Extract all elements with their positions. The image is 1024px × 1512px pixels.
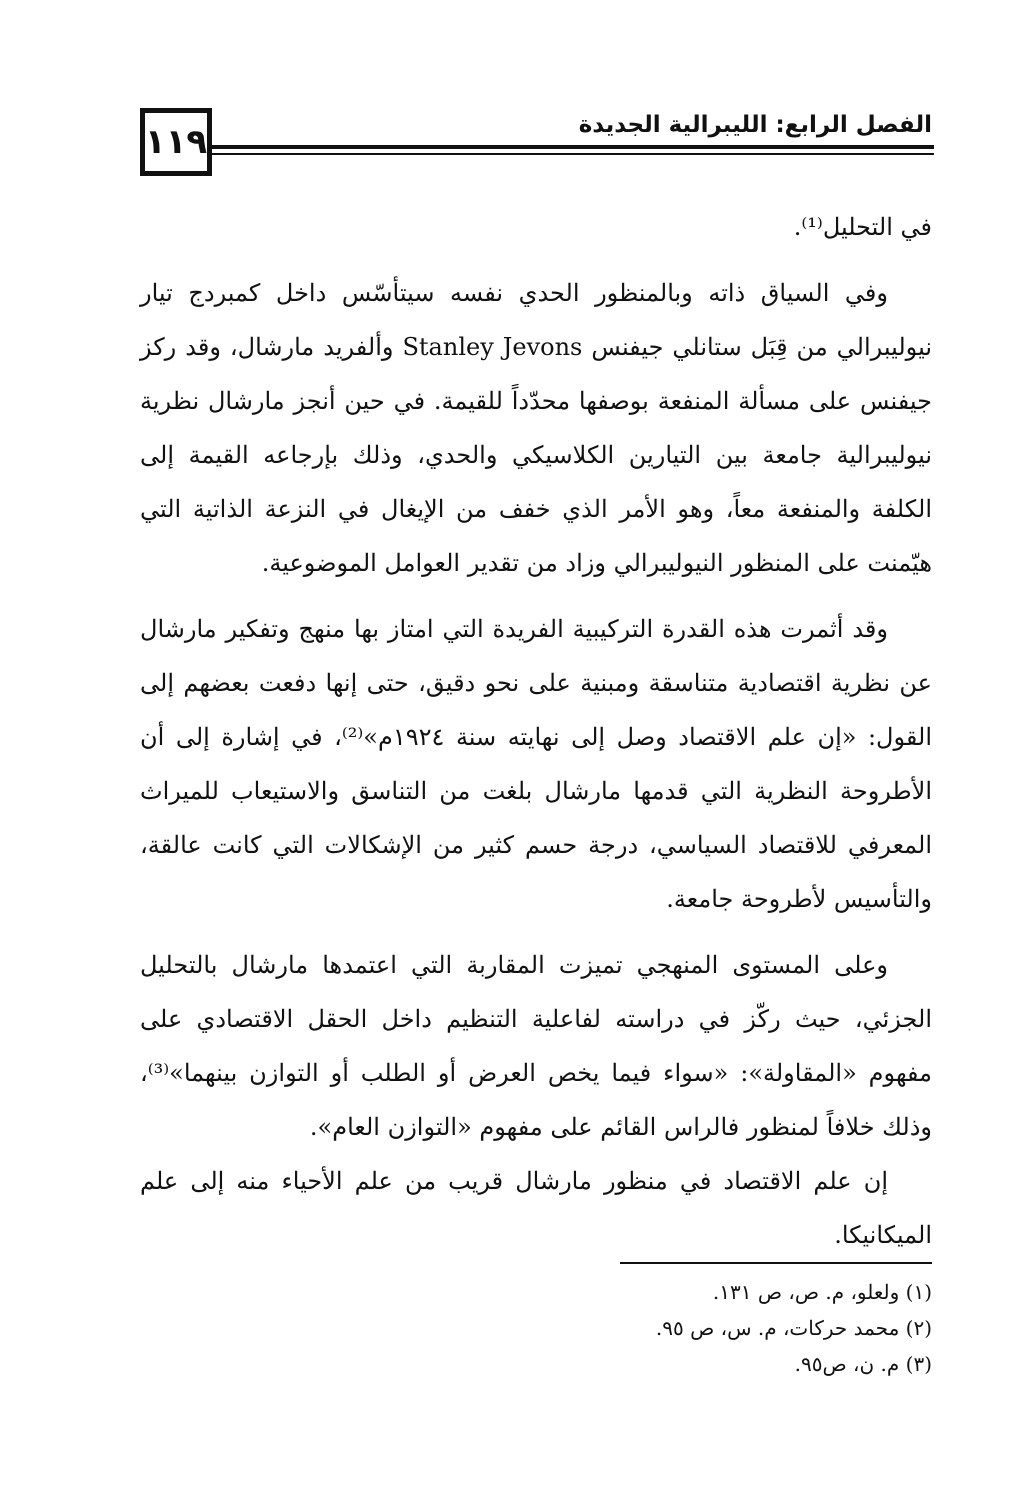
footnote-1: (١) ولعلو، م. ص، ص ١٣١. [712, 1280, 932, 1304]
body-text [140, 200, 932, 1262]
paragraph-spacer [140, 254, 932, 266]
paragraph-1: في التحليل⁽¹⁾. [793, 213, 932, 241]
header-rule-thick [210, 145, 934, 149]
paragraph-5: إن علم الاقتصاد في منظور مارشال قريب من علم الأحياء منه إلى علم الميكانيكا. [140, 1167, 932, 1249]
footnote-3: (٣) م. ن، ص٩٥. [794, 1352, 932, 1376]
footnotes [432, 1274, 932, 1382]
page-number-text: ١١٩ [144, 122, 208, 162]
paragraph-2: وفي السياق ذاته وبالمنظور الحدي نفسه سيتأسّس داخل كمبردج تيار نيوليبرالي من قِبَل ستانلي جيفنس Stanley Jevons وألفريد مارشال، وقد ركز جيفنس على مسألة المنفعة بوصفها محدّداً للقيمة. في حين أنجز مارشال نظرية نيوليبرالية جامعة بين التيارين الكلاسيكي والحدي، وذلك بإرجاعه القيمة إلى الكلفة والمنفعة معاً، وهو الأمر الذي خفف من الإيغال في النزعة الذاتية التي هيّمنت على المنظور النيوليبرالي وزاد من تقدير العوامل الموضوعية. [140, 279, 933, 577]
footnote-2: (٢) محمد حركات، م. س، ص ٩٥. [655, 1316, 932, 1340]
header-rule-thin [210, 153, 934, 155]
paragraph-3: وقد أثمرت هذه القدرة التركيبية الفريدة التي امتاز بها منهج وتفكير مارشال عن نظرية اقتصادية متناسقة ومبنية على نحو دقيق، حتى إنها دفعت بعضهم إلى القول: «إن علم الاقتصاد وصل إلى نهايته سنة ١٩٢٤م»⁽²⁾، في إشارة إلى أن الأطروحة النظرية التي قدمها مارشال بلغت من التناسق والاستيعاب للميراث المعرفي للاقتصاد السياسي، درجة حسم كثير من الإشكالات التي كانت عالقة، والتأسيس لأطروحة جامعة. [140, 615, 932, 913]
page-number [140, 108, 212, 176]
paragraph-spacer [140, 590, 932, 602]
chapter-title: الفصل الرابع: الليبرالية الجديدة [578, 112, 932, 138]
paragraph-4: وعلى المستوى المنهجي تميزت المقاربة التي اعتمدها مارشال بالتحليل الجزئي، حيث ركّز في دراسته لفاعلية التنظيم داخل الحقل الاقتصادي على مفهوم «المقاولة»: «سواء فيما يخص العرض أو الطلب أو التوازن بينهما»⁽³⁾، وذلك خلافاً لمنظور فالراس القائم على مفهوم «التوازن العام». [140, 951, 932, 1141]
footnote-separator [620, 1262, 932, 1264]
paragraph-spacer [140, 926, 932, 938]
